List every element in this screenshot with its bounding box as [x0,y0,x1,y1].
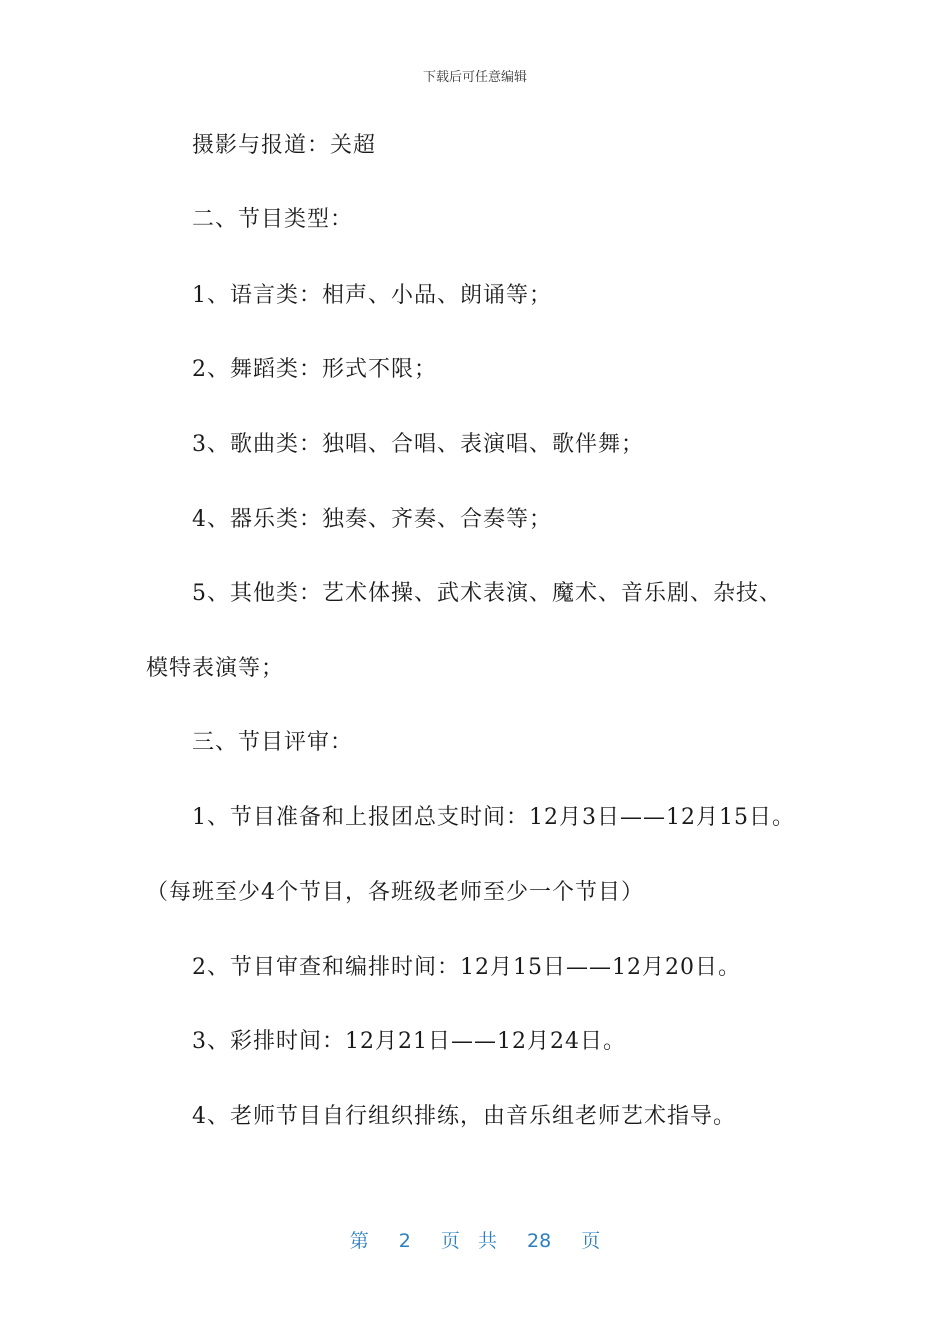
footer-page-number: 2 [398,1230,411,1252]
footer-total-pages: 28 [527,1230,552,1252]
footer-suffix: 页 [581,1230,601,1252]
text-line-songs: 3、歌曲类：独唱、合唱、表演唱、歌伴舞； [192,432,644,457]
text-line-other-continued: 模特表演等； [146,656,285,681]
footer-middle: 页 共 [440,1230,497,1252]
section-heading-program-review: 三、节目评审： [192,730,354,755]
text-line-photography: 摄影与报道：关超 [192,133,377,158]
text-line-other: 5、其他类：艺术体操、武术表演、魔术、音乐剧、杂技、 [192,581,782,606]
text-line-preparation: 1、节目准备和上报团总支时间：12月3日——12月15日。 [192,805,795,830]
text-line-dance: 2、舞蹈类：形式不限； [192,357,437,382]
text-line-review-schedule: 2、节目审查和编排时间：12月15日——12月20日。 [192,955,741,980]
text-line-instrumental: 4、器乐类：独奏、齐奏、合奏等； [192,507,552,532]
text-line-language: 1、语言类：相声、小品、朗诵等； [192,283,552,308]
text-line-preparation-note: （每班至少4个节目，各班级老师至少一个节目） [146,880,644,905]
text-line-rehearsal: 3、彩排时间：12月21日——12月24日。 [192,1029,626,1054]
text-line-teacher-programs: 4、老师节目自行组织排练，由音乐组老师艺术指导。 [192,1104,736,1129]
section-heading-program-types: 二、节目类型： [192,207,354,232]
page-header: 下载后可任意编辑 [422,70,527,85]
footer-prefix: 第 [349,1230,369,1252]
page-footer [0,1226,950,1253]
